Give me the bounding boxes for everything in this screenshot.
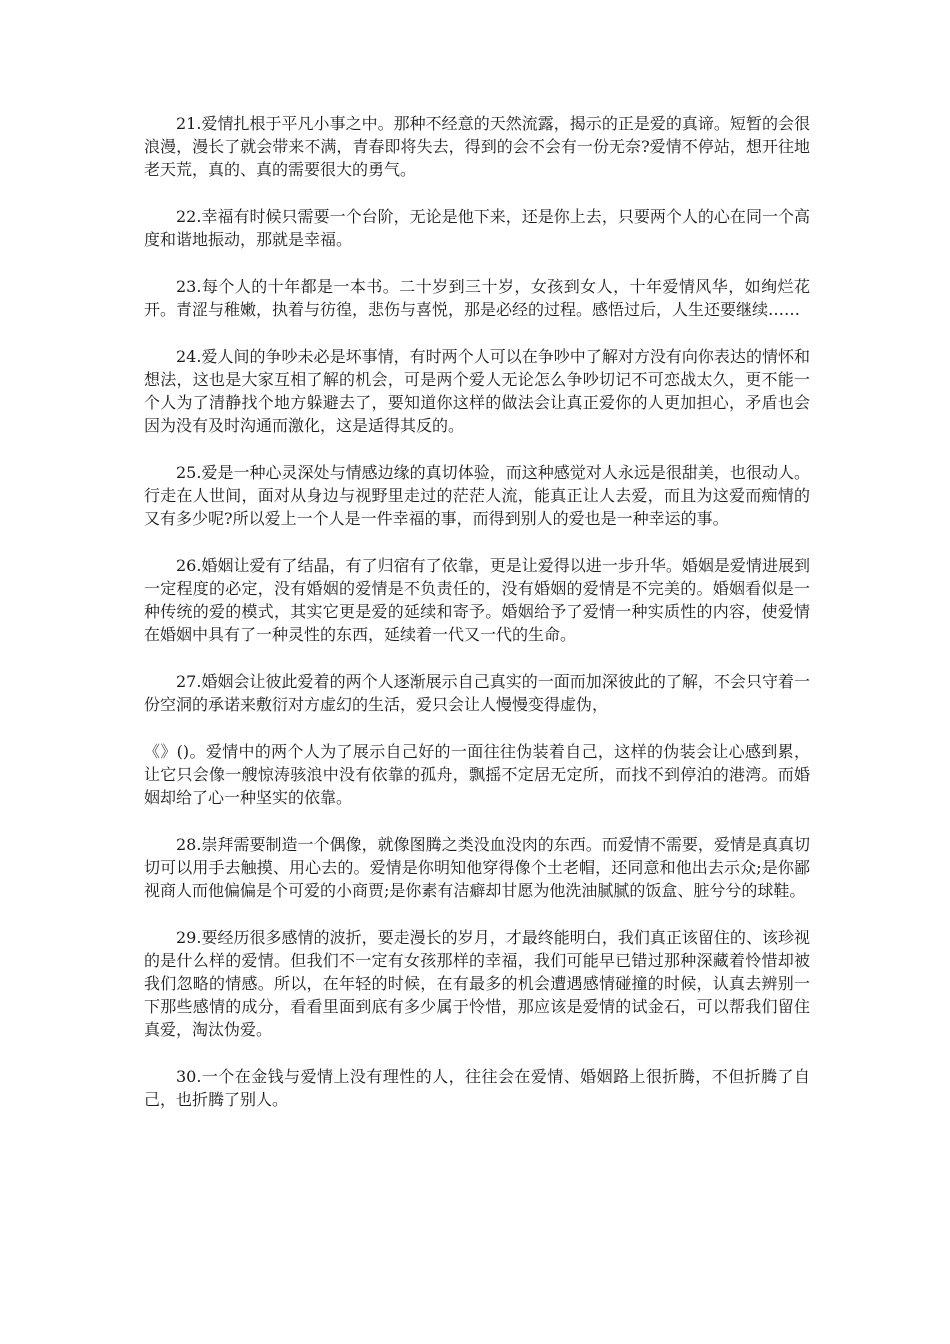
paragraph-21: 21.爱情扎根于平凡小事之中。那种不经意的天然流露，揭示的正是爱的真谛。短暂的会很浪漫，漫长了就会带来不满，青春即将失去，得到的会不会有一份无奈?爱情不停站，想开往地老天荒，真的、真的需要很大的勇气。 <box>144 114 810 179</box>
paragraph-spacer <box>144 809 810 833</box>
paragraph-spacer <box>144 716 810 740</box>
paragraph-29: 29.要经历很多感情的波折，要走漫长的岁月，才最终能明白，我们真正该留住的、该珍视的是什么样的爱情。但我们不一定有女孩那样的幸福，我们可能早已错过那种深藏着怜惜却被我们忽略的情感。所以，在年轻的时候，在有最多的机会遭遇感情碰撞的时候，认真去辨别一下那些感情的成分，看看里面到底有多少属于怜惜，那应该是爱情的试金石，可以帮我们留住真爱，淘汰伪爱。 <box>144 928 810 1039</box>
paragraph-spacer <box>144 1041 810 1065</box>
paragraph-24: 24.爱人间的争吵未必是坏事情，有时两个人可以在争吵中了解对方没有向你表达的情怀和想法，这也是大家互相了解的机会，可是两个爱人无论怎么争吵切记不可恋战太久，更不能一个人为了清静找个地方躲避去了，要知道你这样的做法会让真正爱你的人更加担心，矛盾也会因为没有及时沟通而激化，这是适得其反的。 <box>144 347 810 435</box>
paragraph-27-continued: 《》()。爱情中的两个人为了展示自己好的一面往往伪装着自己，这样的伪装会让心感到累，让它只会像一艘惊涛骇浪中没有依靠的孤舟，飘摇不定居无定所，而找不到停泊的港湾。而婚姻却给了心一种坚实的依靠。 <box>144 742 810 807</box>
paragraph-22: 22.幸福有时候只需要一个台阶，无论是他下来，还是你上去，只要两个人的心在同一个高度和谐地振动，那就是幸福。 <box>144 207 810 249</box>
paragraph-spacer <box>144 321 810 345</box>
paragraph-25: 25.爱是一种心灵深处与情感边缘的真切体验，而这种感觉对人永远是很甜美，也很动人。行走在人世间，面对从身边与视野里走过的茫茫人流，能真正让人去爱，而且为这爱而痴情的又有多少呢?所以爱上一个人是一件幸福的事，而得到别人的爱也是一种幸运的事。 <box>144 463 810 528</box>
document-page <box>144 112 810 1111</box>
paragraph-spacer <box>144 437 810 461</box>
paragraph-26: 26.婚姻让爱有了结晶，有了归宿有了依靠，更是让爱得以进一步升华。婚姻是爱情进展到一定程度的必定，没有婚姻的爱情是不负责任的，没有婚姻的爱情是不完美的。婚姻看似是一种传统的爱的模式，其实它更是爱的延续和寄予。婚姻给予了爱情一种实质性的内容，使爱情在婚姻中具有了一种灵性的东西，延续着一代又一代的生命。 <box>144 556 810 644</box>
paragraph-23: 23.每个人的十年都是一本书。二十岁到三十岁，女孩到女人，十年爱情风华，如绚烂花开。青涩与稚嫩，执着与彷徨，悲伤与喜悦，那是必经的过程。感悟过后，人生还要继续…… <box>144 277 810 319</box>
paragraph-28: 28.崇拜需要制造一个偶像，就像图腾之类没血没肉的东西。而爱情不需要，爱情是真真切切可以用手去触摸、用心去的。爱情是你明知他穿得像个土老帽，还同意和他出去示众;是你鄙视商人而他偏偏是个可爱的小商贾;是你素有洁癖却甘愿为他洗油腻腻的饭盒、脏兮兮的球鞋。 <box>144 835 810 900</box>
paragraph-30: 30.一个在金钱与爱情上没有理性的人，往往会在爱情、婚姻路上很折腾，不但折腾了自己，也折腾了别人。 <box>144 1067 810 1109</box>
paragraph-27: 27.婚姻会让彼此爱着的两个人逐渐展示自己真实的一面而加深彼此的了解，不会只守着一份空洞的承诺来敷衍对方虚幻的生活，爱只会让人慢慢变得虚伪， <box>144 672 810 714</box>
paragraph-spacer <box>144 181 810 205</box>
paragraph-spacer <box>144 530 810 554</box>
paragraph-spacer <box>144 646 810 670</box>
paragraph-spacer <box>144 902 810 926</box>
paragraph-spacer <box>144 251 810 275</box>
